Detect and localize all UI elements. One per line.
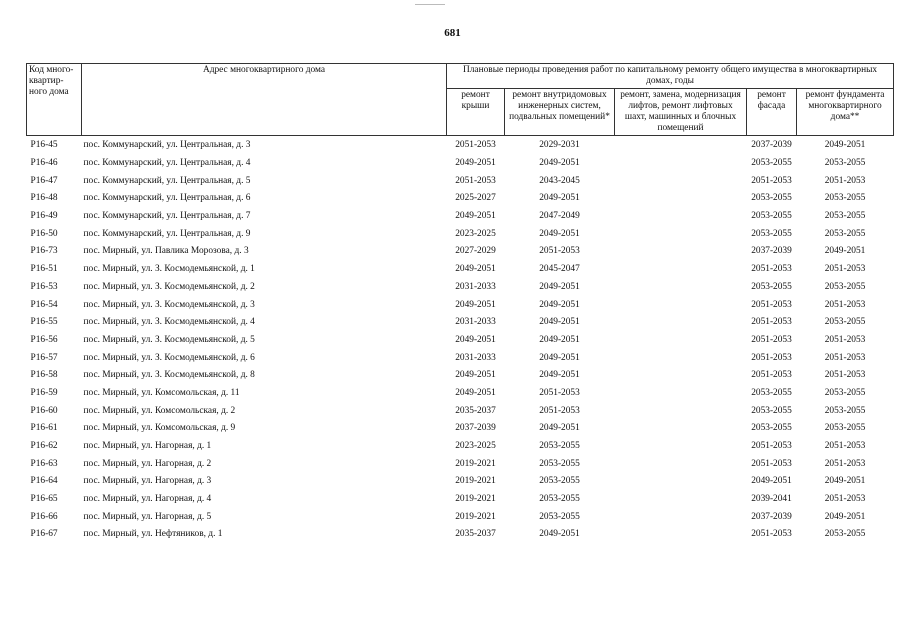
cell-code: P16-48 — [30, 193, 58, 204]
cell-code: P16-67 — [30, 529, 58, 540]
cell-roof: 2051-2053 — [455, 175, 496, 186]
header-foundation: ремонт фундамента многоквартирного дома** — [797, 89, 894, 136]
cell-lifts — [615, 402, 747, 420]
cell-code: P16-61 — [30, 423, 58, 434]
header-roof: ремонт крыши — [447, 89, 505, 136]
cell-facade: 2051-2053 — [751, 458, 792, 469]
cell-roof: 2031-2033 — [455, 317, 496, 328]
header-lifts: ремонт, замена, модернизация лифтов, ремонт лифтовых шахт, машинных и блочных помещений — [615, 89, 747, 136]
cell-facade: 2053-2055 — [751, 423, 792, 434]
cell-systems: 2049-2051 — [539, 228, 580, 239]
cell-lifts — [615, 190, 747, 208]
cell-facade: 2053-2055 — [751, 158, 792, 169]
cell-systems: 2049-2051 — [539, 370, 580, 381]
cell-systems: 2053-2055 — [539, 511, 580, 522]
cell-lifts — [615, 526, 747, 544]
cell-lifts — [615, 261, 747, 279]
cell-facade: 2051-2053 — [751, 441, 792, 452]
cell-address: пос. Мирный, ул. Нагорная, д. 4 — [83, 494, 212, 505]
cell-roof: 2049-2051 — [455, 299, 496, 310]
cell-address: пос. Мирный, ул. З. Космодемьянской, д. 1 — [83, 264, 255, 275]
cell-facade: 2051-2053 — [751, 175, 792, 186]
cell-facade: 2051-2053 — [751, 299, 792, 310]
cell-address: пос. Коммунарский, ул. Центральная, д. 3 — [83, 140, 251, 151]
cell-address: пос. Мирный, ул. Нагорная, д. 2 — [83, 458, 212, 469]
cell-code: P16-54 — [30, 299, 58, 310]
cell-lifts — [615, 420, 747, 438]
cell-foundation: 2049-2051 — [824, 476, 866, 487]
cell-roof: 2031-2033 — [455, 352, 496, 363]
cell-address: пос. Мирный, ул. Нефтяников, д. 1 — [83, 529, 223, 540]
cell-systems: 2051-2053 — [539, 246, 580, 257]
table-row — [27, 420, 894, 438]
cell-foundation: 2051-2053 — [824, 175, 866, 186]
cell-systems: 2051-2053 — [539, 387, 580, 398]
cell-address: пос. Мирный, ул. З. Космодемьянской, д. 6 — [83, 352, 255, 363]
cell-systems: 2049-2051 — [539, 334, 580, 345]
cell-roof: 2049-2051 — [455, 211, 496, 222]
cell-foundation: 2049-2051 — [824, 246, 866, 257]
cell-roof: 2049-2051 — [455, 334, 496, 345]
cell-code: P16-49 — [30, 211, 58, 222]
table-row — [27, 491, 894, 509]
cell-roof: 2049-2051 — [455, 264, 496, 275]
cell-foundation: 2049-2051 — [824, 140, 866, 151]
cell-address: пос. Мирный, ул. З. Космодемьянской, д. 5 — [83, 334, 255, 345]
cell-roof: 2023-2025 — [455, 441, 496, 452]
cell-roof: 2019-2021 — [455, 494, 496, 505]
table-row — [27, 473, 894, 491]
table-row — [27, 402, 894, 420]
cell-facade: 2039-2041 — [751, 494, 792, 505]
cell-foundation: 2053-2055 — [824, 158, 866, 169]
cell-facade: 2053-2055 — [751, 211, 792, 222]
cell-lifts — [615, 172, 747, 190]
cell-roof: 2051-2053 — [455, 140, 496, 151]
cell-code: P16-45 — [30, 140, 58, 151]
cell-roof: 2037-2039 — [455, 423, 496, 434]
table-row — [27, 385, 894, 403]
cell-address: пос. Мирный, ул. З. Космодемьянской, д. 3 — [83, 299, 255, 310]
cell-systems: 2053-2055 — [539, 476, 580, 487]
cell-lifts — [615, 296, 747, 314]
cell-address: пос. Коммунарский, ул. Центральная, д. 6 — [83, 193, 251, 204]
cell-roof: 2049-2051 — [455, 387, 496, 398]
cell-address: пос. Мирный, ул. З. Космодемьянской, д. 8 — [83, 370, 255, 381]
cell-facade: 2051-2053 — [751, 370, 792, 381]
cell-roof: 2023-2025 — [455, 228, 496, 239]
cell-foundation: 2053-2055 — [824, 193, 866, 204]
cell-facade: 2037-2039 — [751, 511, 792, 522]
table-row — [27, 314, 894, 332]
cell-systems: 2029-2031 — [539, 140, 580, 151]
cell-address: пос. Коммунарский, ул. Центральная, д. 4 — [83, 158, 251, 169]
cell-systems: 2049-2051 — [539, 281, 580, 292]
cell-code: P16-63 — [30, 458, 58, 469]
cell-roof: 2049-2051 — [455, 158, 496, 169]
cell-systems: 2049-2051 — [539, 317, 580, 328]
cell-lifts — [615, 491, 747, 509]
repair-schedule-table — [26, 63, 894, 544]
cell-foundation: 2051-2053 — [824, 352, 866, 363]
cell-roof: 2019-2021 — [455, 458, 496, 469]
cell-systems: 2045-2047 — [539, 264, 580, 275]
scan-artifact-line — [415, 4, 445, 5]
cell-facade: 2053-2055 — [751, 405, 792, 416]
cell-address: пос. Мирный, ул. Комсомольская, д. 2 — [83, 405, 236, 416]
cell-foundation: 2051-2053 — [824, 264, 866, 275]
cell-systems: 2049-2051 — [539, 299, 580, 310]
cell-roof: 2027-2029 — [455, 246, 496, 257]
header-systems: ремонт внутридомовых инженерных систем, подвальных помещений* — [505, 89, 615, 136]
cell-lifts — [615, 136, 747, 155]
cell-address: пос. Мирный, ул. Комсомольская, д. 9 — [83, 423, 236, 434]
cell-code: P16-62 — [30, 441, 58, 452]
cell-foundation: 2053-2055 — [824, 317, 866, 328]
cell-foundation: 2053-2055 — [824, 423, 866, 434]
table-row — [27, 172, 894, 190]
cell-lifts — [615, 385, 747, 403]
cell-systems: 2049-2051 — [539, 352, 580, 363]
cell-facade: 2049-2051 — [751, 476, 792, 487]
table-body — [27, 136, 894, 544]
cell-facade: 2051-2053 — [751, 352, 792, 363]
cell-systems: 2049-2051 — [539, 158, 580, 169]
cell-systems: 2053-2055 — [539, 494, 580, 505]
header-facade: ремонт фасада — [747, 89, 797, 136]
cell-lifts — [615, 314, 747, 332]
cell-systems: 2049-2051 — [539, 193, 580, 204]
cell-facade: 2051-2053 — [751, 334, 792, 345]
cell-foundation: 2053-2055 — [824, 387, 866, 398]
table-row — [27, 243, 894, 261]
table-row — [27, 526, 894, 544]
cell-facade: 2051-2053 — [751, 317, 792, 328]
cell-lifts — [615, 438, 747, 456]
cell-foundation: 2049-2051 — [824, 511, 866, 522]
cell-code: P16-58 — [30, 370, 58, 381]
cell-code: P16-59 — [30, 387, 58, 398]
cell-code: P16-65 — [30, 494, 58, 505]
table-row — [27, 296, 894, 314]
cell-foundation: 2053-2055 — [824, 281, 866, 292]
cell-foundation: 2051-2053 — [824, 370, 866, 381]
cell-lifts — [615, 225, 747, 243]
cell-roof: 2035-2037 — [455, 529, 496, 540]
cell-foundation: 2051-2053 — [824, 299, 866, 310]
cell-systems: 2051-2053 — [539, 405, 580, 416]
cell-systems: 2053-2055 — [539, 458, 580, 469]
cell-roof: 2031-2033 — [455, 281, 496, 292]
cell-facade: 2051-2053 — [751, 529, 792, 540]
cell-systems: 2049-2051 — [539, 423, 580, 434]
table-row — [27, 455, 894, 473]
cell-address: пос. Мирный, ул. Комсомольская, д. 11 — [83, 387, 240, 398]
header-periods: Плановые периоды проведения работ по капитальному ремонту общего имущества в многоквартирных домах, годы — [447, 64, 894, 89]
cell-facade: 2037-2039 — [751, 140, 792, 151]
table-row — [27, 349, 894, 367]
cell-systems: 2043-2045 — [539, 175, 580, 186]
cell-foundation: 2051-2053 — [824, 494, 866, 505]
cell-roof: 2049-2051 — [455, 370, 496, 381]
cell-facade: 2053-2055 — [751, 387, 792, 398]
cell-lifts — [615, 508, 747, 526]
table-row — [27, 508, 894, 526]
cell-lifts — [615, 208, 747, 226]
cell-facade: 2053-2055 — [751, 193, 792, 204]
cell-systems: 2047-2049 — [539, 211, 580, 222]
table-row — [27, 332, 894, 350]
cell-lifts — [615, 332, 747, 350]
header-code: Код много-квартир-ного дома — [27, 64, 82, 136]
cell-address: пос. Мирный, ул. Нагорная, д. 5 — [83, 511, 212, 522]
cell-foundation: 2051-2053 — [824, 458, 866, 469]
cell-lifts — [615, 367, 747, 385]
cell-code: P16-46 — [30, 158, 58, 169]
cell-foundation: 2053-2055 — [824, 228, 866, 239]
table-row — [27, 279, 894, 297]
cell-lifts — [615, 279, 747, 297]
cell-facade: 2051-2053 — [751, 264, 792, 275]
cell-roof: 2025-2027 — [455, 193, 496, 204]
table-row — [27, 225, 894, 243]
cell-roof: 2035-2037 — [455, 405, 496, 416]
page-number: 681 — [444, 27, 461, 39]
cell-foundation: 2053-2055 — [824, 211, 866, 222]
table-row — [27, 155, 894, 173]
cell-lifts — [615, 243, 747, 261]
cell-lifts — [615, 155, 747, 173]
cell-foundation: 2051-2053 — [824, 334, 866, 345]
cell-code: P16-53 — [30, 281, 58, 292]
cell-roof: 2019-2021 — [455, 511, 496, 522]
table-row — [27, 438, 894, 456]
cell-lifts — [615, 455, 747, 473]
cell-code: P16-56 — [30, 334, 58, 345]
table-row — [27, 367, 894, 385]
cell-address: пос. Мирный, ул. Нагорная, д. 3 — [83, 476, 212, 487]
header-address: Адрес многоквартирного дома — [82, 64, 447, 136]
cell-address: пос. Коммунарский, ул. Центральная, д. 9 — [83, 228, 251, 239]
cell-code: P16-64 — [30, 476, 58, 487]
cell-foundation: 2051-2053 — [824, 441, 866, 452]
table-row — [27, 136, 894, 155]
cell-address: пос. Коммунарский, ул. Центральная, д. 7 — [83, 211, 251, 222]
cell-address: пос. Мирный, ул. З. Космодемьянской, д. 2 — [83, 281, 255, 292]
cell-systems: 2049-2051 — [539, 529, 580, 540]
table-row — [27, 190, 894, 208]
cell-facade: 2037-2039 — [751, 246, 792, 257]
cell-address: пос. Мирный, ул. Павлика Морозова, д. 3 — [83, 246, 249, 257]
cell-code: P16-60 — [30, 405, 58, 416]
cell-address: пос. Мирный, ул. Нагорная, д. 1 — [83, 441, 212, 452]
cell-facade: 2053-2055 — [751, 281, 792, 292]
cell-foundation: 2053-2055 — [824, 529, 866, 540]
cell-code: P16-66 — [30, 511, 58, 522]
cell-lifts — [615, 473, 747, 491]
cell-code: P16-55 — [30, 317, 58, 328]
cell-address: пос. Коммунарский, ул. Центральная, д. 5 — [83, 175, 251, 186]
cell-code: P16-51 — [30, 264, 58, 275]
cell-address: пос. Мирный, ул. З. Космодемьянской, д. 4 — [83, 317, 255, 328]
cell-lifts — [615, 349, 747, 367]
table-row — [27, 208, 894, 226]
cell-roof: 2019-2021 — [455, 476, 496, 487]
cell-code: P16-50 — [30, 228, 58, 239]
cell-facade: 2053-2055 — [751, 228, 792, 239]
cell-foundation: 2053-2055 — [824, 405, 866, 416]
table-row — [27, 261, 894, 279]
cell-code: P16-57 — [30, 352, 58, 363]
cell-systems: 2053-2055 — [539, 441, 580, 452]
cell-code: P16-47 — [30, 175, 58, 186]
cell-code: P16-73 — [30, 246, 58, 257]
